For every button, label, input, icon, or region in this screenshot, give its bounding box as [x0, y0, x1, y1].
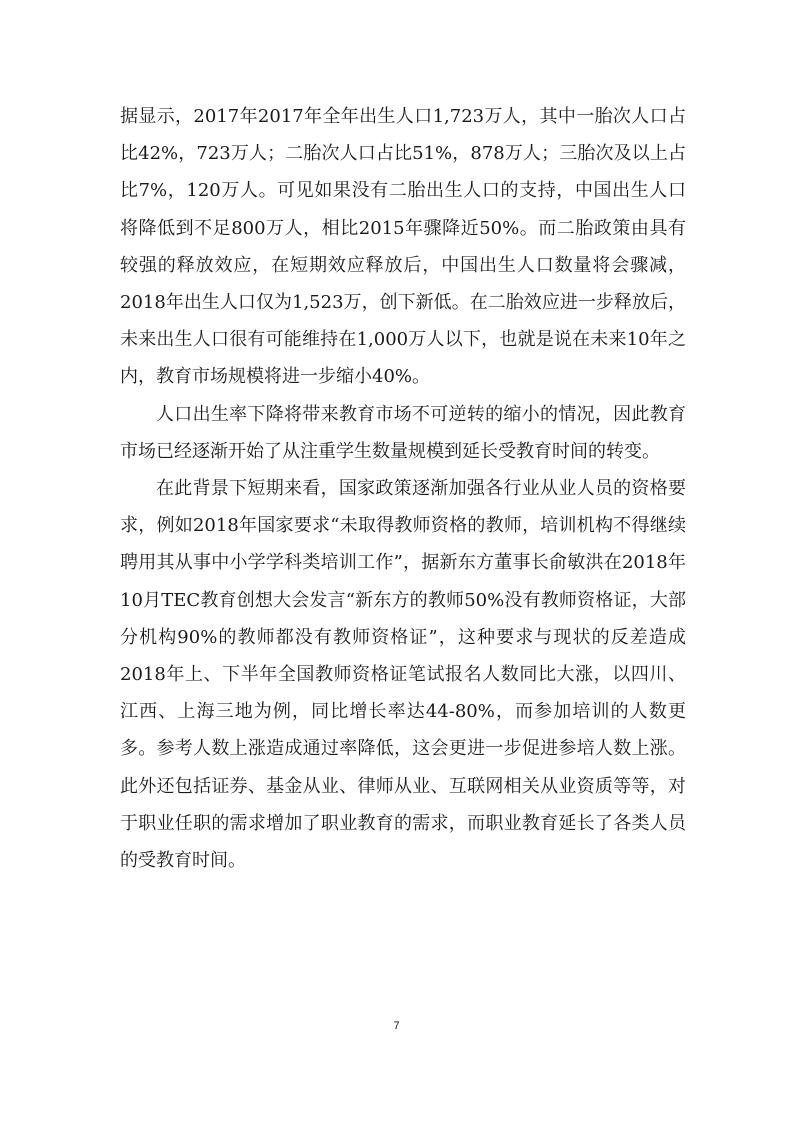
body-text	[120, 98, 686, 879]
page-number: 7	[393, 1020, 400, 1032]
paragraph-birth-statistics: 据显示，2017年2017年全年出生人口1,723万人，其中一胎次人口占比42%，723万人；二胎次人口占比51%，878万人；三胎次及以上占比7%，120万人。可见如果没有二胎出生人口的支持，中国出生人口将降低到不足800万人，相比2015年骤降近50%。而二胎政策由具有较强的释放效应，在短期效应释放后，中国出生人口数量将会骤减，2018年出生人口仅为1,523万，创下新低。在二胎效应进一步释放后，未来出生人口很有可能维持在1,000万人以下，也就是说在未来10年之内，教育市场规模将进一步缩小40%。	[120, 106, 686, 388]
paragraph-qualification-requirements: 在此背景下短期来看，国家政策逐渐加强各行业从业人员的资格要求，例如2018年国家要求“未取得教师资格的教师，培训机构不得继续聘用其从事中小学学科类培训工作”，据新东方董事长俞敏洪在2018年10月TEC教育创想大会发言“新东方的教师50%没有教师资格证，大部分机构90%的教师都没有教师资格证”，这种要求与现状的反差造成2018年上、下半年全国教师资格证笔试报名人数同比大涨，以四川、江西、上海三地为例，同比增长率达44-80%，而参加培训的人数更多。参考人数上涨造成通过率降低，这会更进一步促进参培人数上涨。此外还包括证券、基金从业、律师从业、互联网相关从业资质等等，对于职业任职的需求增加了职业教育的需求，而职业教育延长了各类人员的受教育时间。	[120, 478, 686, 872]
paragraph-market-shift: 人口出生率下降将带来教育市场不可逆转的缩小的情况，因此教育市场已经逐渐开始了从注重学生数量规模到延长受教育时间的转变。	[120, 403, 686, 462]
